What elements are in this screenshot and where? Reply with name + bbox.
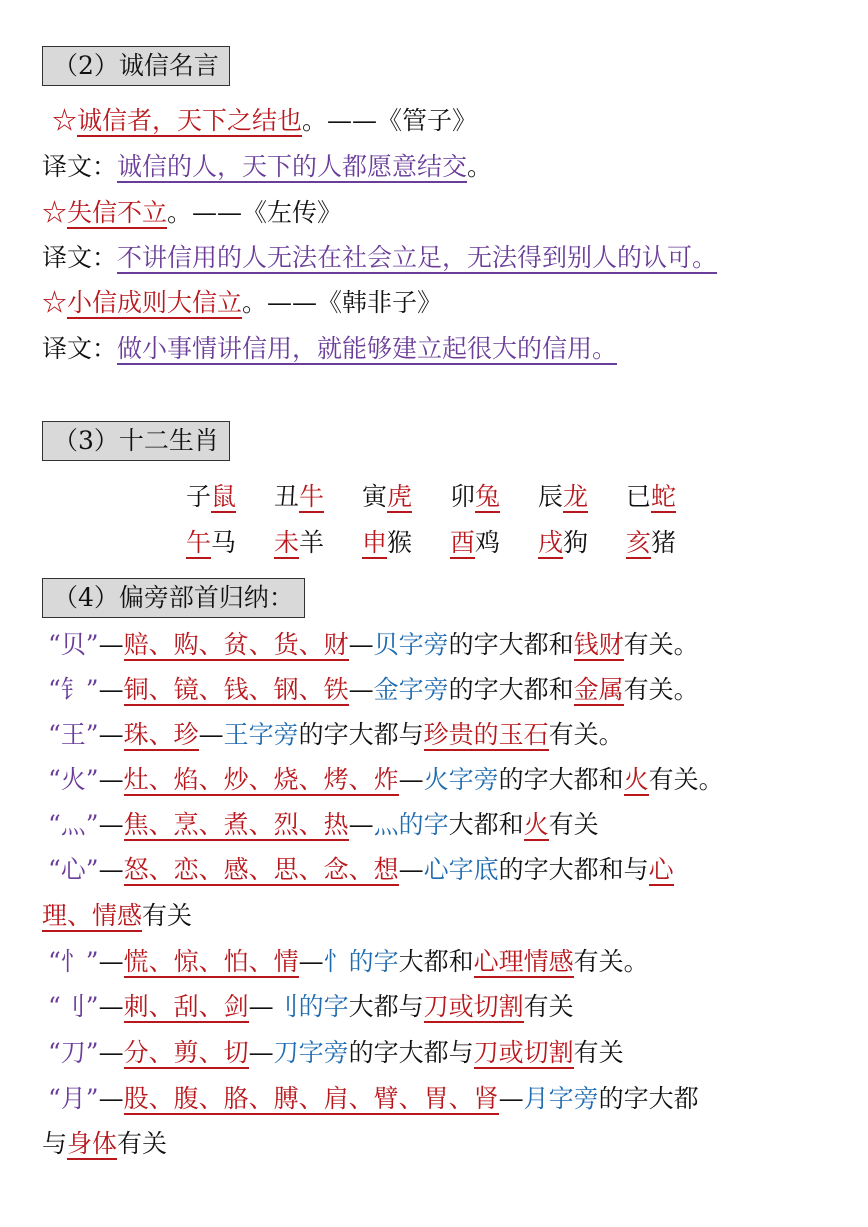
radical: “月” [48, 1084, 99, 1113]
dash: — [98, 855, 124, 884]
connector-text: 大都和 [398, 947, 474, 976]
zodiac-item [186, 526, 236, 560]
dash: — [248, 992, 274, 1021]
connector-text: 的字大都与 [298, 720, 424, 749]
example-chars: 股、腹、胳、膊、肩、臂、胃、肾 [123, 1084, 499, 1113]
dash: — [98, 810, 124, 839]
zodiac-item [538, 526, 588, 560]
translation-end: 。 [467, 152, 493, 181]
radical-name: 月字旁 [523, 1084, 599, 1113]
line-end: 有关。 [623, 675, 699, 704]
radical-name: 心字底 [423, 855, 499, 884]
quote-separator: 。—— [167, 198, 243, 227]
example-chars: 怒、恋、感、思、念、想 [123, 855, 399, 884]
radical: “火” [48, 765, 99, 794]
zodiac-item [274, 480, 324, 514]
dash: — [98, 947, 124, 976]
dash: — [98, 992, 124, 1021]
translation-line-2 [42, 241, 717, 275]
radical: “王” [48, 720, 99, 749]
zodiac-animal: 狗 [562, 528, 588, 557]
translation-line-3 [42, 332, 617, 366]
quote-source: 《管子》 [377, 106, 478, 135]
radical-name: 刂的字 [273, 992, 349, 1021]
earthly-branch: 卯 [449, 482, 475, 511]
line-end: 有关 [573, 1038, 624, 1067]
zodiac-animal: 猪 [650, 528, 676, 557]
radical-line-bei [48, 628, 699, 662]
line-end: 有关 [117, 1129, 168, 1158]
radical-name: 贝字旁 [373, 630, 449, 659]
heading-zodiac: （3）十二生肖 [42, 421, 230, 461]
zodiac-item [450, 480, 500, 514]
earthly-branch: 子 [186, 482, 212, 511]
radical-name: 火字旁 [423, 765, 499, 794]
dash: — [98, 1038, 124, 1067]
radical-line-sidian [48, 808, 599, 842]
dash: — [348, 630, 374, 659]
quote-line-1 [52, 104, 477, 138]
radical-name: 忄的字 [323, 947, 399, 976]
quote-text: 小信成则大信立 [67, 288, 243, 317]
translation-line-1 [42, 150, 492, 184]
earthly-branch: 辰 [537, 482, 563, 511]
zodiac-animal: 虎 [386, 482, 412, 511]
connector-text: 的字大都和 [448, 630, 574, 659]
radical: “刂” [48, 992, 99, 1021]
zodiac-animal: 鼠 [211, 482, 237, 511]
meaning-topic: 珍贵的玉石 [423, 720, 549, 749]
connector-text: 与 [42, 1129, 68, 1158]
radical-line-huo [48, 763, 724, 797]
earthly-branch: 午 [186, 528, 212, 557]
quote-line-3 [42, 286, 442, 320]
dash: — [348, 675, 374, 704]
radical-name: 王字旁 [223, 720, 299, 749]
zodiac-animal: 猴 [386, 528, 412, 557]
radical-name: 灬的字 [373, 810, 449, 839]
star-icon: ☆ [42, 198, 68, 227]
zodiac-item [186, 480, 236, 514]
radical: “忄” [48, 947, 99, 976]
meaning-topic: 理、情感 [42, 901, 143, 930]
heading-radicals: （4）偏旁部首归纳： [42, 578, 305, 618]
line-end: 有关。 [623, 630, 699, 659]
zodiac-animal: 兔 [474, 482, 500, 511]
translation-text: 不讲信用的人无法在社会立足，无法得到别人的认可。 [117, 243, 718, 272]
zodiac-item [274, 526, 324, 560]
zodiac-item [450, 526, 500, 560]
dash: — [98, 675, 124, 704]
translation-label: 译文： [42, 152, 118, 181]
example-chars: 铜、镜、钱、钢、铁 [123, 675, 349, 704]
example-chars: 刺、刮、剑 [123, 992, 249, 1021]
zodiac-item [626, 526, 676, 560]
radical: “贝” [48, 630, 99, 659]
earthly-branch: 未 [273, 528, 299, 557]
dash: — [198, 720, 224, 749]
radical-name: 金字旁 [373, 675, 449, 704]
quote-source: 《韩非子》 [317, 288, 443, 317]
connector-text: 的字大都 [598, 1084, 699, 1113]
radical-line-jin [48, 673, 699, 707]
dash: — [98, 720, 124, 749]
meaning-topic: 金属 [573, 675, 624, 704]
meaning-topic: 钱财 [573, 630, 624, 659]
dash: — [98, 765, 124, 794]
dash: — [398, 855, 424, 884]
line-end: 有关 [548, 810, 599, 839]
line-end: 有关。 [548, 720, 624, 749]
example-chars: 珠、珍 [123, 720, 199, 749]
radical-line-shuxinpang [48, 945, 649, 979]
radical: “钅” [48, 675, 99, 704]
star-icon: ☆ [52, 106, 78, 135]
meaning-topic: 心理情感 [473, 947, 574, 976]
zodiac-animal: 龙 [562, 482, 588, 511]
example-chars: 分、剪、切 [123, 1038, 249, 1067]
translation-text: 诚信的人，天下的人都愿意结交 [117, 152, 468, 181]
heading-honesty-quotes: （2）诚信名言 [42, 46, 230, 86]
connector-text: 的字大都和 [498, 765, 624, 794]
connector-text: 的字大都和 [448, 675, 574, 704]
zodiac-row-1 [186, 480, 676, 514]
translation-label: 译文： [42, 243, 118, 272]
connector-text: 的字大都和与 [498, 855, 649, 884]
zodiac-row-2 [186, 526, 676, 560]
radical-line-lidao [48, 990, 574, 1024]
radical-line-wang [48, 718, 624, 752]
earthly-branch: 酉 [449, 528, 475, 557]
zodiac-item [362, 480, 412, 514]
zodiac-item [362, 526, 412, 560]
radical-line-xin-continued [42, 899, 192, 933]
zodiac-item [538, 480, 588, 514]
radical-line-yue-continued [42, 1127, 167, 1161]
zodiac-animal: 鸡 [474, 528, 500, 557]
line-end: 有关。 [573, 947, 649, 976]
translation-label: 译文： [42, 334, 118, 363]
zodiac-animal: 蛇 [650, 482, 676, 511]
zodiac-animal: 牛 [299, 482, 325, 511]
line-end: 有关。 [648, 765, 724, 794]
meaning-topic: 心 [648, 855, 674, 884]
zodiac-animal: 羊 [299, 528, 325, 557]
meaning-topic: 身体 [67, 1129, 118, 1158]
star-icon: ☆ [42, 288, 68, 317]
radical: “心” [48, 855, 99, 884]
zodiac-animal: 马 [211, 528, 237, 557]
example-chars: 焦、烹、煮、烈、热 [123, 810, 349, 839]
dash: — [248, 1038, 274, 1067]
radical: “灬” [48, 810, 99, 839]
earthly-branch: 寅 [361, 482, 387, 511]
dash: — [398, 765, 424, 794]
quote-separator: 。—— [242, 288, 318, 317]
dash: — [98, 1084, 124, 1113]
earthly-branch: 亥 [625, 528, 651, 557]
dash: — [498, 1084, 524, 1113]
quote-source: 《左传》 [242, 198, 343, 227]
connector-text: 的字大都与 [348, 1038, 474, 1067]
line-end: 有关 [523, 992, 574, 1021]
example-chars: 赔、购、贫、货、财 [123, 630, 349, 659]
quote-text: 失信不立 [67, 198, 168, 227]
earthly-branch: 丑 [273, 482, 299, 511]
dash: — [348, 810, 374, 839]
earthly-branch: 申 [361, 528, 387, 557]
dash: — [98, 630, 124, 659]
line-end: 有关 [142, 901, 193, 930]
example-chars: 慌、惊、怕、情 [123, 947, 299, 976]
quote-line-2 [42, 196, 342, 230]
quote-text: 诚信者，天下之结也 [77, 106, 303, 135]
earthly-branch: 戌 [537, 528, 563, 557]
translation-text: 做小事情讲信用，就能够建立起很大的信用。 [117, 334, 618, 363]
example-chars: 灶、焰、炒、烧、烤、炸 [123, 765, 399, 794]
meaning-topic: 火 [523, 810, 549, 839]
radical-name: 刀字旁 [273, 1038, 349, 1067]
meaning-topic: 火 [623, 765, 649, 794]
meaning-topic: 刀或切割 [473, 1038, 574, 1067]
dash: — [298, 947, 324, 976]
radical-line-dao [48, 1036, 624, 1070]
earthly-branch: 已 [625, 482, 651, 511]
connector-text: 大都和 [448, 810, 524, 839]
connector-text: 大都与 [348, 992, 424, 1021]
radical: “刀” [48, 1038, 99, 1067]
radical-line-yue [48, 1082, 699, 1116]
radical-line-xin [48, 853, 674, 887]
zodiac-item [626, 480, 676, 514]
quote-separator: 。—— [302, 106, 378, 135]
meaning-topic: 刀或切割 [423, 992, 524, 1021]
